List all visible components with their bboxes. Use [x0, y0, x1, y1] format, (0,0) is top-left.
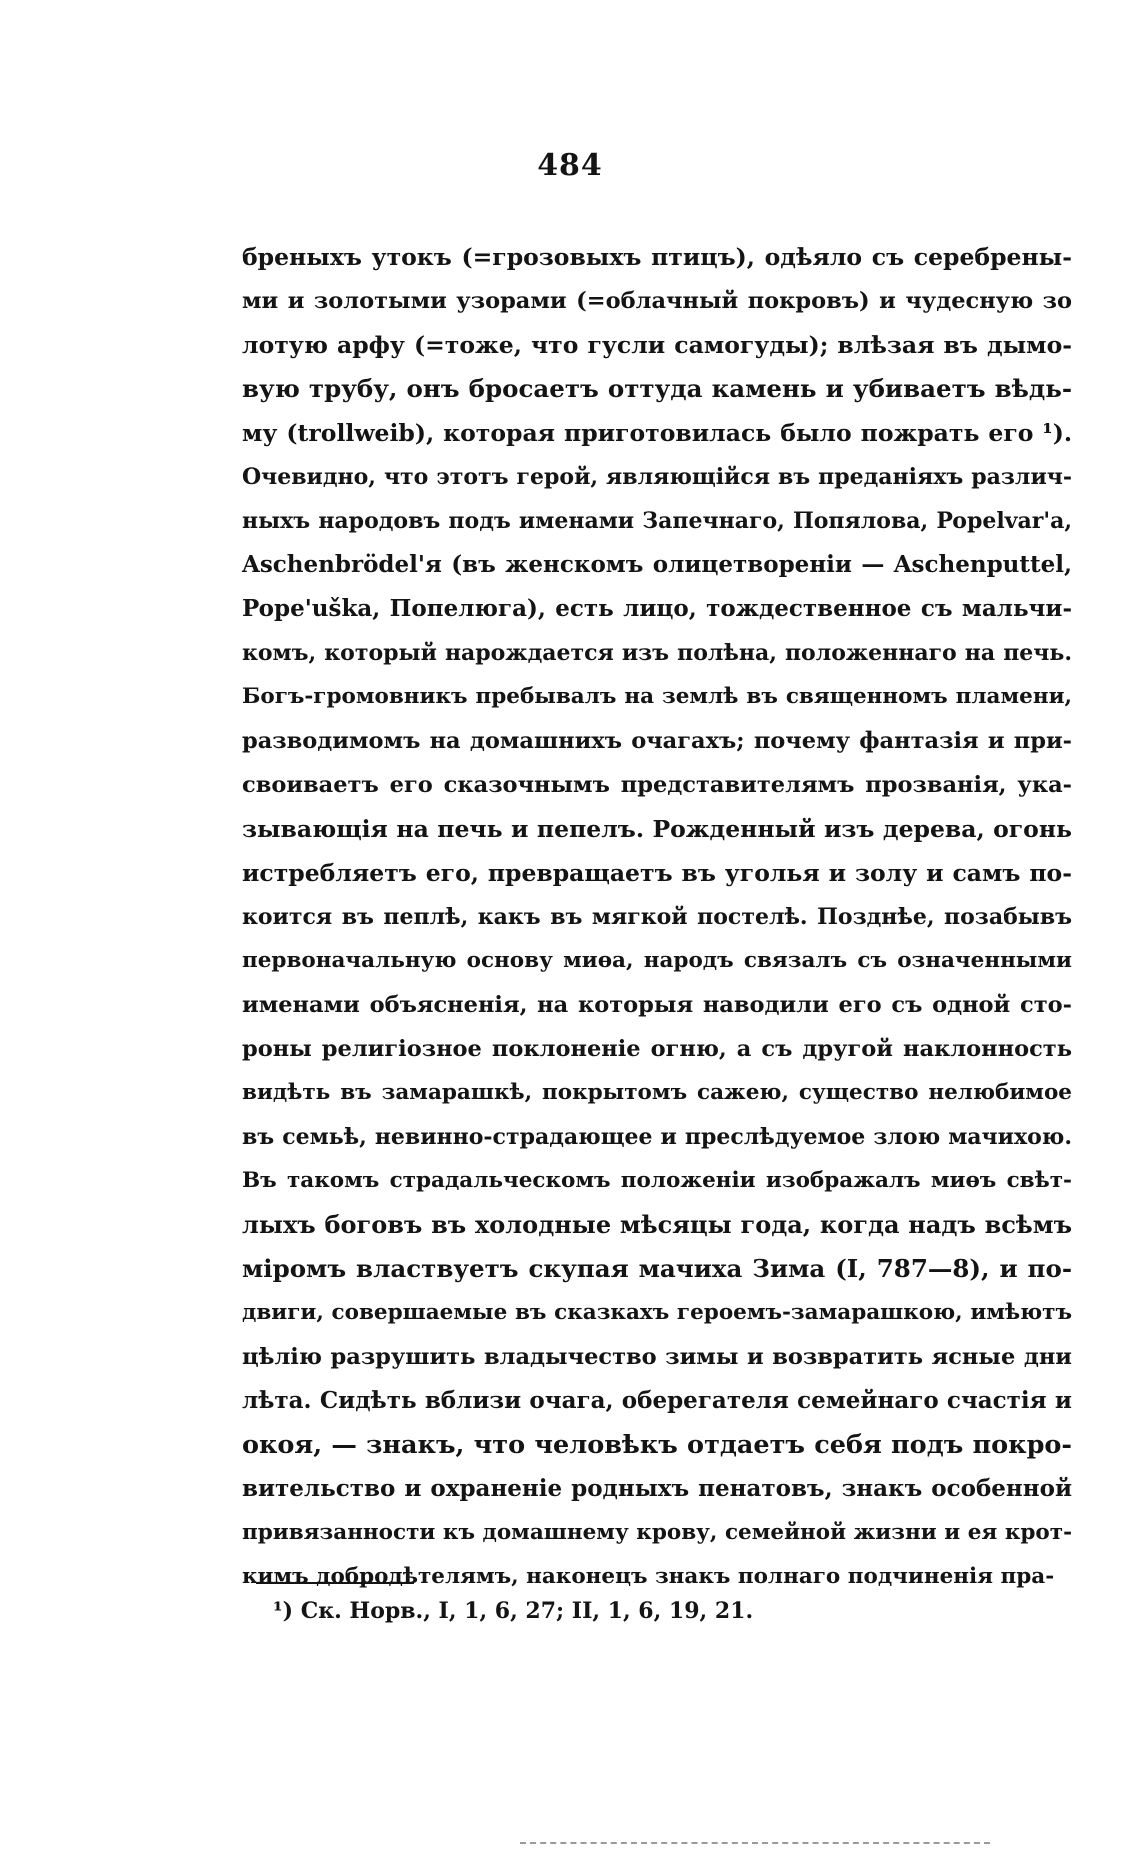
text-line: видѣть въ замарашкѣ, покрытомъ сажею, существо нелюбимое: [242, 1080, 1072, 1105]
text-line: Богъ-громовникъ пребывалъ на землѣ въ священномъ пламени,: [242, 684, 1072, 709]
text-line: лотую арфу (=тоже, что гусли самогуды); влѣзая въ дымо-: [242, 331, 1072, 359]
text-line: лыхъ боговъ въ холодные мѣсяцы года, когда надъ всѣмъ: [242, 1210, 1072, 1239]
text-line: вительство и охраненіе родныхъ пенатовъ, знакъ особенной: [242, 1475, 1072, 1502]
text-line: комъ, который нарождается изъ полѣна, положеннаго на печь.: [242, 640, 1072, 666]
text-line: лѣта. Сидѣть вблизи очага, оберегателя семейнаго счастія и: [242, 1387, 1072, 1414]
text-line: своиваетъ его сказочнымъ представителямъ прозванія, ука-: [242, 772, 1072, 798]
text-line: кимъ добродѣтелямъ, наконецъ знакъ полнаго подчиненія пра-: [242, 1564, 1055, 1589]
text-line: коится въ пеплѣ, какъ въ мягкой постелѣ. Позднѣе, позабывъ: [242, 904, 1072, 930]
text-line: ми и золотыми узорами (=облачный покровъ) и чудесную зо: [242, 288, 1072, 314]
text-line: ныхъ народовъ подъ именами Запечнаго, Попялова, Popelvar'a,: [242, 508, 1072, 534]
text-line: Очевидно, что этотъ герой, являющійся въ преданіяхъ различ-: [242, 464, 1072, 490]
text-line: цѣлію разрушить владычество зимы и возвратить ясные дни: [242, 1344, 1072, 1370]
text-line: міромъ властвуетъ скупая мачиха Зима (I, 787—8), и по-: [242, 1254, 1072, 1283]
text-line: вую трубу, онъ бросаетъ оттуда камень и убиваетъ вѣдь-: [242, 374, 1072, 403]
page-number: 484: [537, 148, 603, 183]
body-text: [242, 235, 1072, 1599]
text-line: зывающія на печь и пепелъ. Рожденный изъ дерева, огонь: [242, 815, 1072, 843]
text-line: Pope'uška, Попелюга), есть лицо, тождественное съ мальчи-: [242, 595, 1072, 622]
scan-edge-marks: [520, 1842, 990, 1847]
text-line: истребляетъ его, превращаетъ въ уголья и золу и самъ по-: [242, 859, 1072, 887]
text-line: въ семьѣ, невинно-страдающее и преслѣдуемое злою мачихою.: [242, 1124, 1072, 1150]
text-line: первоначальную основу миөа, народъ связалъ съ означенными: [242, 948, 1072, 973]
footnote: ¹) Ск. Норв., I, 1, 6, 27; II, 1, 6, 19, 21.: [273, 1598, 754, 1624]
text-line: разводимомъ на домашнихъ очагахъ; почему фантазія и при-: [242, 728, 1072, 754]
text-line: двиги, совершаемые въ сказкахъ героемъ-замарашкою, имѣютъ: [242, 1300, 1072, 1325]
text-line: бреныхъ утокъ (=грозовыхъ птицъ), одѣяло съ серебрены-: [242, 243, 1072, 271]
footnote-divider: [256, 1582, 414, 1584]
text-line: Aschenbrödel'я (въ женскомъ олицетвореніи — Aschenputtel,: [242, 551, 1072, 578]
text-line: окоя, — знакъ, что человѣкъ отдаетъ себя подъ покро-: [242, 1430, 1072, 1460]
text-line: именами объясненія, на которыя наводили его съ одной сто-: [242, 992, 1072, 1018]
text-line: му (trollweib), которая приготовилась было пожрать его ¹).: [242, 419, 1072, 447]
text-line: Въ такомъ страдальческомъ положеніи изображалъ миөъ свѣт-: [242, 1168, 1072, 1193]
text-line: роны религіозное поклоненіе огню, а съ другой наклонность: [242, 1036, 1072, 1062]
text-line: привязанности къ домашнему крову, семейной жизни и ея крот-: [242, 1520, 1072, 1545]
